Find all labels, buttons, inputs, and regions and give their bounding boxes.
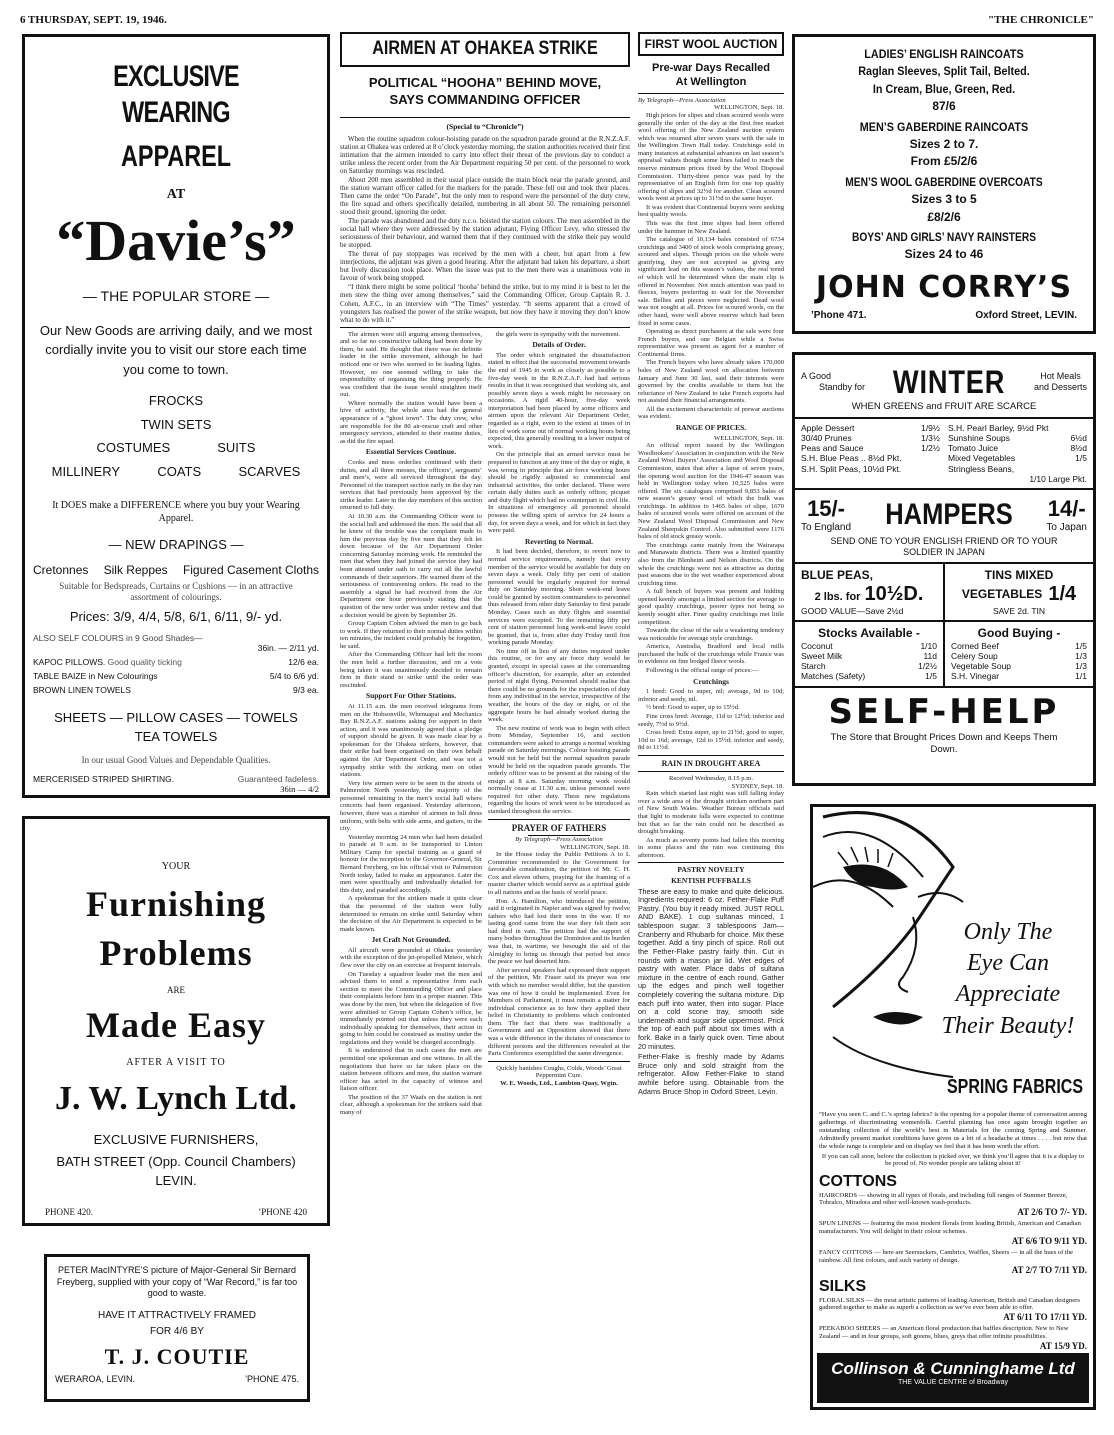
corry-l6: Sizes 2 to 7. bbox=[909, 136, 979, 151]
selfhelp-ad bbox=[792, 352, 1096, 786]
collinson-cottons: COTTONS bbox=[819, 1173, 897, 1191]
wool-range-loc: WELLINGTON, Sept. 18. bbox=[713, 434, 784, 442]
wool-p5: Operating as direct purchasers at the sale were four French buyers, and one Belgian while a Swiss representative was present as agent for a number of Continental firms. bbox=[638, 328, 784, 358]
davie-item-scarves: SCARVES bbox=[238, 463, 301, 479]
selfhelp-left-0: Apple Dessert bbox=[801, 422, 855, 433]
corry-l2: Raglan Sleeves, Split Tail, Belted. bbox=[858, 64, 1030, 79]
davie-ad bbox=[22, 34, 330, 798]
selfhelp-left-list bbox=[801, 423, 940, 484]
airmen-colB-h1: Details of Order. bbox=[532, 340, 586, 350]
selfhelp-stock-3: Matches (Safety) bbox=[801, 671, 866, 682]
selfhelp-buy-2: Vegetable Soup bbox=[951, 661, 1012, 672]
airmen-colB2: The order which originated the dissatisfaction stated in effect that the successful movement towards the end of 1945 to work as closely as possible to a five-day week in the R.N.Z.A.F. had had serious results in that it was recognised that working six, and possibly seven days a week might be necessary on occasions. A rigid 40-hour, five-day week interpretation had been placed by some officers and airmen upon the relevant Air Department Order, regarded as a right, even to the extent at times of in lieu of work some out of normal working hours being expected, this generally resulting in a lower output of work. bbox=[488, 351, 630, 450]
collinson-silks: SILKS bbox=[819, 1278, 867, 1296]
airmen-colB1: the girls were in sympathy with the movement. bbox=[496, 330, 621, 338]
corry-addr: Oxford Street, LEVIN. bbox=[975, 309, 1077, 321]
selfhelp-lbs-price: 10½D. bbox=[864, 583, 924, 606]
rain-received: Received Wednesday, 8.15 p.m. bbox=[668, 775, 754, 783]
airmen-colA11: All aircraft were grounded at Ohakea yesterday with the exception of the jet-propelled Meteor, which flew over the city on an exercise at frequent intervals. bbox=[340, 946, 482, 970]
davie-intro: Our New Goods are arriving daily, and we most cordially invite you to visit our store each time you come to town. bbox=[39, 322, 313, 377]
airmen-colA6: After the Commanding Officer had left the room the men held a further discussion, and on a vote being taken it was unanimously decided to remain firm in their stand to strike until the order was rescinded. bbox=[340, 651, 482, 689]
wool-p13: Following is the official range of prices:— bbox=[646, 667, 759, 675]
airmen-colA9: Yesterday morning 24 men who had been detailed to parade at 9 a.m. to be transported to Linton Military Camp for special training as a guard of honour for the reception to the Governor-General, Sir Bernard Freyberg, on his official visit to Palmerston North today, failed to make an appearance. Later the men were specifically and individually detailed for this duty, and paraded accordingly. bbox=[340, 833, 482, 894]
lynch-made-easy: Made Easy bbox=[86, 1005, 266, 1046]
selfhelp-stock-1: Sweet Milk bbox=[801, 651, 843, 662]
selfhelp-hamper-to1: To England bbox=[801, 522, 852, 534]
wool-p15: ½ bred: Good to super, up to 15½d. bbox=[646, 704, 740, 712]
airmen-colA13: It is understood that in such cases the men are permitted one spokesman and one witness. In all the negotiations that have so far taken place on the station between officers and men, the station warrant officer has acted in the capacity of witness and liaison officer. bbox=[340, 1047, 482, 1093]
selfhelp-buy-0: Corned Beef bbox=[951, 640, 999, 651]
davie-kapoc-desc: Good quality ticking bbox=[107, 657, 182, 668]
airmen-p5: “I think there might be some political ‘hooha’ behind the strike, but to my mind it is best to let the men stew the thing over among themselves,” said the Commanding Officer, Group Captain R. J. Cohen, A.F.C., in an interview with “The Times” yesterday. “It seems apparent that a crowd of youngsters has realised the power of the strike weapon, but now they have it moving they don’t know what to do with it.” bbox=[340, 283, 630, 324]
wool-p2: It was evident that Continental buyers were seeking best quality wools. bbox=[638, 203, 784, 219]
davie-merc-price: 36in — 4/2 bbox=[280, 783, 319, 794]
collinson-c1-price: AT 2/6 TO 7/- YD. bbox=[1017, 1207, 1087, 1218]
collinson-intro: “Have you seen C. and C.’s spring fabrics? is the opening for a popular theme of conversation among gatherings of discriminating womenfolk. Careful planning has once again brought together an outstanding collection of the world’s best in Materials for the coming Spring and Summer. Admittedly present market conditions have given us a bit of a headache at times . . . . but now that the whole range is complete and on display we feel that it has been worth the effort. bbox=[819, 1111, 1087, 1150]
selfhelp-buy-3: S.H. Vinegar bbox=[951, 671, 1000, 682]
davie-difference: It DOES make a DIFFERENCE where you buy your Wearing Apparel. bbox=[52, 500, 300, 525]
coutie-name: T. J. COUTIE bbox=[104, 1344, 250, 1370]
wool-p1: High prices for slipes and clean scoured wools were generally the order of the day at the first free market wool offering of the New Zealand auction system which was resumed after seven years with the sale in the Wellington Town Hall today. Crutchings sold in many instances at substantial advances on last season’s appraisal values though some lines failed to reach the reserve minimum prices fixed by the Wool Disposal Commission. Thirty-three pence was paid by the representative of an English firm for one top quality offering of slipes and 32½d for another. Clean scoured wools went at prices up to 31½d to the same buyer. bbox=[638, 111, 784, 203]
davie-fabric-cretonnes: Cretonnes bbox=[33, 563, 89, 578]
coutie-phone: ’PHONE 475. bbox=[244, 1374, 299, 1385]
collinson-script3: Appreciate bbox=[955, 981, 1061, 1008]
corry-l3: In Cream, Blue, Green, Red. bbox=[872, 81, 1016, 96]
selfhelp-hampers: HAMPERS bbox=[884, 498, 1013, 532]
airmen-colA2: Where normally the station would have been a hive of activity, the whole area had the general appearance of a “ghost town”. The duty crew, who are responsible for the 80 air-rescue craft and other emergency services, attended to their routine duties, as did the fire squad. bbox=[340, 399, 482, 445]
wool-sub2: At Wellington bbox=[675, 75, 747, 88]
selfhelp-buy-0-price: 1/5 bbox=[1075, 640, 1087, 651]
wool-p17: Cross bred: Extra super, up to 21½d; good to super, 10d to 16d; average, 12d to 15½d; inferior and seedy, 8d to 11½d. bbox=[638, 729, 784, 752]
rain-p1: Rain which started last night was still falling today over a wide area of the drought stricken northern part of New South Wales. Weather Bureau officials said that light to moderate falls were expected to continue but that so far the rain could not be described as drought breaking. bbox=[638, 790, 784, 836]
corry-phone: ’Phone 471. bbox=[811, 309, 867, 321]
selfhelp-scarce: WHEN GREENS and FRUIT ARE SCARCE bbox=[851, 401, 1037, 413]
selfhelp-left-3: S.H. Blue Peas .. 8½d Pkt. bbox=[801, 453, 902, 464]
davie-usual: In our usual Good Values and Dependable Qualities. bbox=[81, 754, 271, 765]
selfhelp-hamper-to2: To Japan bbox=[1046, 522, 1087, 534]
collinson-c1: HAIRCORDS — showing in all types of florals, and including full ranges of Summer Breeze, Tobralco, Miradora and other well-known wash-products. bbox=[819, 1191, 1068, 1207]
collinson-script4: Their Beauty! bbox=[941, 1012, 1075, 1039]
airmen-colA-h1: Essential Services Continue. bbox=[365, 447, 457, 457]
airmen-colB-h2: Reverting to Normal. bbox=[524, 536, 594, 546]
airmen-colA-h2: Support For Other Stations. bbox=[365, 691, 457, 701]
collinson-spring: SPRING FABRICS bbox=[946, 1076, 1083, 1098]
davie-kapoc-price: 12/6 ea. bbox=[288, 657, 319, 668]
davie-item-suits: SUITS bbox=[217, 440, 256, 456]
davie-fabric-silk: Silk Reppes bbox=[103, 563, 168, 578]
selfhelp-right-1-price: 6½d bbox=[1070, 432, 1087, 443]
lynch-name: J. W. Lynch Ltd. bbox=[55, 1080, 297, 1118]
selfhelp-stock-2-price: 1/2½ bbox=[918, 661, 937, 672]
selfhelp-right-5-price: 1/10 Large Pkt. bbox=[1029, 473, 1087, 484]
collinson-c3: FANCY COTTONS — here are Seersuckers, Cambrics, Waffles, Sheers — in all the hues of the rainbow. All first colours, and such variety of design. bbox=[819, 1248, 1074, 1264]
airmen-colA12: On Tuesday a squadron leader met the men and advised them to send a representative from each section to meet the Commanding Officer and place their complaints before him in a proper manner. This was done by the men, but when the delegation of five were admitted to Group Captain Cohen’s office, he immediately pointed out that unless they were each individually speaking for themselves, their action in going to him could be construed as mutiny under the regulations and they would be charged accordingly. bbox=[340, 970, 482, 1046]
collinson-script1: Only The bbox=[963, 919, 1053, 945]
davie-baize-price: 5/4 to 6/6 yd. bbox=[269, 671, 319, 682]
header-date: 6 THURSDAY, SEPT. 19, 1946. bbox=[20, 14, 167, 26]
wool-p4: The catalogue of 10,134 bales consisted of 6734 crutchings and 3400 of stock wools comprising greasy, scoured and slipes. Though prices on the whole were gratifying, they are not accepted as giving any significant lead on this season’s values, the real trend of which will be determined when the main clip is offered in November. Not much attention was paid to fleeces, buyers preferring to wait for the November sale. Bellies and pieces were neglected. Dead wool was not sought at all. Prices for scoured wools, on the other hand, were well above reserve which had been fixed in some cases. bbox=[638, 236, 784, 327]
selfhelp-left-0-price: 1/9½ bbox=[921, 422, 940, 433]
pastry-headline: PASTRY NOVELTY bbox=[677, 865, 745, 875]
selfhelp-stocks: Stocks Available - bbox=[818, 626, 920, 641]
davie-towels: BROWN LINEN TOWELS bbox=[33, 685, 131, 696]
selfhelp-name: SELF-HELP bbox=[828, 691, 1060, 732]
selfhelp-buy-1-price: 1/3 bbox=[1075, 651, 1087, 662]
corry-ad bbox=[792, 34, 1096, 334]
prayer-p1: In the House today the Public Petitions A to L Committee recommended to the Government for favourable consideration, the petition of Mr. C. H. Cox and eleven others, praying for the framing of a master charter which would serve as a spiritual guide to all nations and as the basis of world peace. bbox=[488, 851, 630, 896]
davie-sheets: SHEETS — PILLOW CASES — TOWELS bbox=[54, 709, 298, 725]
corry-l5: MEN’S GABERDINE RAINCOATS bbox=[859, 119, 1029, 134]
collinson-c2-price: AT 6/6 TO 9/11 YD. bbox=[1011, 1235, 1087, 1246]
selfhelp-left-2-price: 1/2½ bbox=[921, 443, 940, 454]
prayer-headline: PRAYER OF FATHERS bbox=[511, 822, 607, 833]
wool-p16: Fine cross bred: Average, 11d to 12½d; inferior and seedy, 7½d to 9½d. bbox=[638, 712, 784, 728]
corry-l7: From £5/2/6 bbox=[910, 154, 978, 169]
selfhelp-veg-price: 1/4 bbox=[1048, 583, 1077, 606]
davie-item-costumes: COSTUMES bbox=[96, 440, 171, 456]
wool-headline: FIRST WOOL AUCTION bbox=[644, 37, 778, 51]
airmen-colA5: Group Captain Cohen advised the men to go back to work. If they returned to their normal duties within ten minutes, the incident could probably be forgotten, he said. bbox=[340, 620, 482, 650]
davie-at: AT bbox=[166, 187, 186, 202]
wool-p7: All the excitement characteristic of prewar auctions was evident. bbox=[638, 405, 784, 421]
airmen-colA1: The airmen were still arguing among themselves, and so far no constructive talking had been done by them, he said. He thought that there was no definite leader in the strike movement, although he had noticed one or two who seemed to be leading lights. However, no one seemed willing to take the responsibility of organising the thing properly. He was confident that the issue would straighten itself out. bbox=[340, 330, 482, 399]
selfhelp-hamper-price1: 15/- bbox=[807, 495, 845, 521]
lynch-are: ARE bbox=[167, 985, 185, 996]
airmen-colA7: At 11.15 a.m. the men received telegrams from men on the Hobsonville, Whenuapai and Mechanics Bay R.N.Z.A.F. stations asking for support in their action, and it was unanimously agreed that a pledge of support should be given. It was made clear by a spokesman for the Ohakea strikers, however, that their strike had been organised on their own behalf against the Air Department Order, and was not a sympathy strike with the striking men on other stations. bbox=[340, 702, 482, 779]
selfhelp-right-3-price: 1/5 bbox=[1075, 453, 1087, 464]
rain-loc: SYDNEY, Sept. 18. bbox=[731, 782, 784, 790]
selfhelp-buying: Good Buying - bbox=[977, 626, 1061, 641]
selfhelp-right-0: S.H. Pearl Barley, 9½d Pkt bbox=[948, 422, 1049, 433]
davie-store: — THE POPULAR STORE — bbox=[82, 287, 270, 304]
wool-p10: A full bench of buyers was present and bidding opened keenly amongst a limited section for average to good quality crutchings, poorer types not being so keenly sought after. Finer quality crutchings met little competition. bbox=[638, 588, 784, 626]
selfhelp-buy-2-price: 1/3 bbox=[1075, 661, 1087, 672]
lynch-phone2: ’PHONE 420 bbox=[258, 1206, 307, 1217]
selfhelp-buy-1: Celery Soup bbox=[951, 651, 998, 662]
selfhelp-right-3: Mixed Vegetables bbox=[948, 453, 1016, 464]
wool-p9: The crutchings came mainly from the Wairarapa and Manawatu districts. There was a limited quantity also from the Blenheim and Nelson districts. On the whole the crutchings were not as attractive as during past seasons due to the wet weather experienced about crutching time. bbox=[638, 541, 784, 587]
davie-prices: Prices: 3/9, 4/4, 5/8, 6/1, 6/11, 9/- yd. bbox=[69, 609, 283, 625]
selfhelp-bluepeas: BLUE PEAS, bbox=[801, 567, 874, 582]
collinson-logo bbox=[817, 1353, 1089, 1403]
wool-article bbox=[638, 32, 784, 1427]
collinson-ad bbox=[810, 804, 1096, 1410]
prayer-by: By Telegraph—Press Association bbox=[515, 835, 603, 843]
pastry-recipe: These are easy to make and quite delicious. Ingredients required: 6 oz. Fether-Flake Puff Pastry. (You buy it ready mixed. JUST ROLL AND BAKE). 1 cup sultanas minced, 1 tablespoon sugar. 3 tablespoons Jam—Cranberry and Rhubarb for choice. Mix these together. Add a tiny pinch of spice. Roll out the Fether-Flake pastry fairly thin. Cut in rounds with a mason jar lid. Wet edges of pastry with water. Place dabs of sultana mixture in the centre of each round. Gather up the edges and pinch well together completely covering the sultana mixture. Dip each puff into water, then into sugar. Place on a cold scone tray, smooth side underneath and sugar side uppermost. Prick the top of each puff about six times with a fork. Bake in a fairly quick oven. Time about 20 minutes. bbox=[638, 886, 784, 1051]
corry-name: JOHN CORRY’S bbox=[815, 269, 1073, 305]
selfhelp-send: SEND ONE TO YOUR ENGLISH FRIEND OR TO YOUR SOLDIER IN JAPAN bbox=[830, 536, 1058, 558]
rain-headline: RAIN IN DROUGHT AREA bbox=[661, 758, 761, 768]
selfhelp-right-list bbox=[948, 423, 1087, 484]
corry-l8: MEN’S WOOL GABERDINE OVERCOATS bbox=[845, 174, 1043, 189]
davie-item-millinery: MILLINERY bbox=[51, 463, 121, 479]
corry-l4: 87/6 bbox=[932, 99, 956, 114]
airmen-article bbox=[340, 32, 630, 1427]
lynch-problems: Problems bbox=[99, 933, 253, 974]
lynch-bath: BATH STREET (Opp. Council Chambers) bbox=[56, 1153, 296, 1169]
wool-p3: This was the first time slipes had been offered under the hammer in New Zealand. bbox=[638, 220, 784, 235]
page-header bbox=[20, 14, 1094, 28]
selfhelp-left-2: Peas and Sauce bbox=[801, 443, 864, 454]
coutie-framed: HAVE IT ATTRACTIVELY FRAMED bbox=[98, 1310, 256, 1322]
wool-by: By Telegraph—Press Association bbox=[638, 96, 726, 104]
prayer-p2: Hon. A. Hamilton, who introduced the petition, said it originated in Napier and was signed by twelve fathers who had lost their sons in the war. If no lasting good came from the war they felt their son had died in vain. The petition had the support of many bodies throughout the Dominion and its burden was that, in wartime, we besought the aid of the Almighty to bring us through that period but since the peace we had deserted him. bbox=[488, 897, 630, 966]
selfhelp-lbs: 2 lbs. for bbox=[814, 591, 861, 604]
collinson-c2: SPUN LINENS — featuring the most modern florals from leading British, American and Canadian manufacturers. You will delight in their colour schemes. bbox=[819, 1220, 1081, 1236]
davie-name: “Davie’s” bbox=[56, 207, 296, 273]
collinson-s2-price: AT 15/9 YD. bbox=[1039, 1340, 1087, 1351]
selfhelp-hamper-price2: 14/- bbox=[1047, 495, 1086, 521]
selfhelp-right-2: Tomato Juice bbox=[948, 443, 999, 454]
lynch-exclusive: EXCLUSIVE FURNISHERS, bbox=[93, 1132, 259, 1148]
airmen-colB6: The new routine of work was to begin with effect from Monday, September 16, and section commanders were asked to arrange a normal working parade on Saturday mornings. Colour hoisting parade would not be held but the normal squadron parade would be held on the squadron parade grounds. The orderly officer was to be present at the raising of the ensign at 8 a.m. Saturday morning work would normally cease at 11.30 a.m. unless personnel were required for other duty. These new regulations regarding the hours of work were to be introduced as standard throughout the service. bbox=[488, 724, 630, 816]
selfhelp-tins: TINS MIXED bbox=[984, 567, 1054, 582]
collinson-intro2: If you can call soon, before the collection is picked over, we think you’ll agree that it is a display to be proud of. No wonder people are talking about it! bbox=[821, 1152, 1085, 1168]
davie-towels-price: 9/3 ea. bbox=[293, 685, 319, 696]
davie-item-coats: COATS bbox=[157, 463, 202, 479]
lynch-after: AFTER A VISIT TO bbox=[126, 1057, 226, 1069]
airmen-colB3: On the principle that an armed service must be prepared to function at any time of the day or night, it was wrong in principle that air force working hours should be rigidly adjusted to commercial and industrial activities, the order declared. There were certain daily duties such as orderly officer, picquet and duty flight which had no counterpart in civil life. In situations of emergency all personnel should possess the willing spirit of service for 24 hours a day, for seven days a week, and for which in fact they were paid. bbox=[488, 451, 630, 535]
selfhelp-hot: Hot Meals bbox=[1040, 370, 1081, 381]
collinson-tag: THE VALUE CENTRE of Broadway bbox=[898, 1379, 1008, 1387]
selfhelp-stock-2: Starch bbox=[801, 661, 826, 672]
selfhelp-save: SAVE 2d. TIN bbox=[992, 606, 1046, 617]
airmen-p1: When the routine squadron colour-hoisting parade on the squadron parade ground at the R.N.Z.A.F. station at Ohakea was ordered at 8 o’clock yesterday morning, the station authorities received their first intimation that the airmen intended to carry into effect their threat of the previous day to conduct a strike unless the recent order from the Air Department requiring 50 per cent. of the personnel to work on Saturday mornings was rescinded. bbox=[340, 134, 630, 175]
davie-title2: APPAREL bbox=[120, 140, 232, 173]
selfhelp-winter: WINTER bbox=[893, 364, 1006, 400]
wool-p14: 1 bred: Good to super, nil; average, 9d to 10d; inferior and seedy, nil. bbox=[638, 688, 784, 703]
woods-ad-address: W. E. Woods, Ltd., Lambton Quay, Wgtn. bbox=[500, 1079, 618, 1087]
prayer-loc: WELLINGTON, Sept. 18. bbox=[559, 843, 630, 851]
selfhelp-stock-0-price: 1/10 bbox=[920, 640, 937, 651]
airmen-headline: AIRMEN AT OHAKEA STRIKE bbox=[372, 38, 598, 59]
wool-range-head: RANGE OF PRICES. bbox=[675, 423, 747, 433]
corry-l12: Sizes 24 to 46 bbox=[904, 247, 984, 262]
corry-l11: BOYS’ AND GIRLS’ NAVY RAINSTERS bbox=[851, 229, 1036, 244]
airmen-p4: The threat of pay stoppages was received by the men with a cheer, but apart from a few interjections, the adjutant was given a good hearing. After the adjutant had taken his departure, a short but lively discussion took place. When the issue was put to the men there was a unanimous vote in favour of work being stopped. bbox=[340, 250, 630, 283]
davie-drapings: — NEW DRAPINGS — bbox=[108, 537, 244, 553]
davie-mercerised: MERCERISED STRIPED SHIRTING. bbox=[33, 773, 175, 784]
corry-l9: Sizes 3 to 5 bbox=[911, 192, 977, 207]
selfhelp-right-1: Sunshine Soups bbox=[948, 432, 1010, 443]
airmen-colA10: A spokesman for the strikers made it quite clear that the personnel of the station were fully determined to remain on strike until Saturday when the decision of the Air Department is expected to be made known. bbox=[340, 895, 482, 933]
pastry-sub: KENTISH PUFFBALLS bbox=[671, 876, 751, 886]
selfhelp-veg: VEGETABLES bbox=[961, 587, 1043, 602]
collinson-c3-price: AT 2/7 TO 7/11 YD. bbox=[1011, 1264, 1087, 1275]
davie-self-price: 36in. — 2/11 yd. bbox=[257, 642, 319, 653]
selfhelp-tag: The Store that Brought Prices Down and Keeps Them Down. bbox=[830, 732, 1058, 755]
selfhelp-left-1-price: 1/3½ bbox=[921, 432, 940, 443]
airmen-colB4: It had been decided, therefore, to revert now to normal service requirements, namely that every member of the service would be available for duty on seven days a week. Only fifty per cent of station personnel would be regularly required for normal duty on Saturday morning. Short week-end leave could be granted by section commanders to personnel thus released from other duty Saturday to first parade Monday. Cases such as duty flights and essential services were excepted. To the remaining fifty per cent of station personnel long week-end leave could be granted, that is, from after duty Friday until first working parade Monday. bbox=[488, 548, 630, 647]
coutie-price: FOR 4/6 BY bbox=[150, 1326, 204, 1338]
rain-p2: As much as seventy points had fallen this morning in some places and the rain was continuing this afternoon. bbox=[638, 836, 784, 859]
davie-item-frocks: FROCKS bbox=[148, 393, 204, 409]
lynch-furnishing: Furnishing bbox=[85, 884, 267, 924]
selfhelp-standby: Standby for bbox=[819, 382, 866, 393]
airmen-p3: The parade was abandoned and the duty n.c.o. hoisted the station colours. The men assembled in the social hall where they were addressed by the station adjutant, Flying Officer Levy, who stressed the seriousness of their behaviour, and warned them that if they continued with the strike their pay would be stopped. bbox=[340, 217, 630, 250]
lynch-ad bbox=[22, 816, 330, 1226]
prayer-p3: After several speakers had expressed their support of the petition, Mr. Fraser said its prayer was one with which no member would differ, but the question was one of how it could be implemented. Even for Members of Parliament, it must remain a matter for individual conscience as to how they applied their belief in Christianity to problems which confronted them. The fact that there was traditionally a Government and an Opposition showed that there was a wide difference in the dictates of conscience to different persons and the differences revealed at the Paris Conference exemplified the same divergence. bbox=[488, 966, 630, 1058]
collinson-script2: Eye Can bbox=[967, 950, 1049, 977]
airmen-colB5: No time off in lieu of any duties required under this routine, or for any air force duty would be granted, except in special cases at the commanding officer’s discretion, for example, after an extended period of night flying. Personnel should realise that there could be no grounds for the expectation of duty from any individual in the service, irrespective of the weather, the hours of the day or night, or of the aggregate hours he had already worked during the week. bbox=[488, 647, 630, 724]
airmen-colA3: Cooks and mess orderlies continued with their duties, and all three messes, the officers’, sergeants’ and men’s, were all serviced throughout the day. Personnel of the transport section early in the day ran services that had previously been approved by the strike leader. Later in the day members of this section returned to full duty. bbox=[340, 458, 482, 512]
collinson-s1-price: AT 6/11 TO 17/11 YD. bbox=[1003, 1312, 1087, 1323]
coutie-line1: PETER MacINTYRE’S picture of Major-General Sir Bernard Freyberg, supplied with your copy of “War Record,” is far too good to waste. bbox=[56, 1265, 298, 1299]
davie-title1: EXCLUSIVE WEARING bbox=[113, 60, 239, 129]
davie-kapoc: KAPOC PILLOWS. bbox=[33, 657, 106, 668]
davie-baize: TABLE BAIZE in New Colourings bbox=[33, 671, 158, 682]
wool-sub1: Pre-war Days Recalled bbox=[651, 62, 770, 75]
coutie-ad bbox=[44, 1254, 310, 1402]
selfhelp-desserts: and Desserts bbox=[1033, 382, 1087, 393]
selfhelp-stock-1-price: 11d bbox=[923, 651, 937, 662]
wool-crutch-head: Crutchings bbox=[693, 676, 729, 686]
selfhelp-stock-0: Coconut bbox=[801, 640, 833, 651]
lynch-your: YOUR bbox=[161, 861, 191, 872]
davie-fabric-casement: Figured Casement Cloths bbox=[182, 563, 319, 578]
coutie-addr: WERAROA, LEVIN. bbox=[55, 1374, 136, 1385]
selfhelp-goodvalue: GOOD VALUE—Save 2½d bbox=[801, 606, 904, 617]
airmen-colA-h3: Jet Craft Not Grounded. bbox=[371, 935, 451, 945]
lynch-phone1: PHONE 420. bbox=[45, 1206, 94, 1217]
wool-p12: America, Australia, Bradford and local mills purchased the bulk of the crutchings while France was in evidence on fine bodged fleece wools. bbox=[638, 643, 784, 666]
selfhelp-left-4: S.H. Split Peas, 10½d Pkt. bbox=[801, 463, 902, 474]
davie-self-colours: ALSO SELF COLOURS in 9 Good Shades— bbox=[33, 632, 203, 643]
davie-merc-desc: Guaranteed fadeless. bbox=[237, 773, 319, 784]
collinson-s2: PEEKABOO SHEERS — an American floral production that baffles description. New to New Zealand — and in four groups, soft greens, blues, greys that offer infinite possibilities. bbox=[819, 1325, 1069, 1341]
wool-p11: Towards the close of the sale a weakening tendency was noticeable for average style crutchings. bbox=[638, 627, 784, 642]
wool-p8: An official report issued by the Wellington Woolbrokers’ Association in conjunction with the New Zealand Wool Buyers’ Association and Wool Disposal Commission, states that after a lapse of seven years, the opening wool auction for the 1946-47 season was held in Wellington today when 10,525 bales were offered. The six catalogues comprised 9,853 bales of new season’s greasy wool of which the bulk was crutchings. In addition to 1465 bales of slipe, 1670 bales of scoured wools were offered on account of the New Zealand Wool Disposal Commission and New Zealand Sheepskin Control. Also submitted were 1176 bales of old stock greasy wools. bbox=[638, 442, 784, 541]
airmen-colA14: The position of the 37 Waafs on the station is not clear, although a spokesman for the strikers said that many of bbox=[340, 1093, 482, 1117]
airmen-colA4: At 10.30 a.m. the Commanding Officer went to the social hall and addressed the men. He said that all he knew of the trouble was the complaint made to him the previous day by five men that they felt let down because of the Air Department Order concerning Saturday morning work. He reminded the men that when they had joined the service they had been attested under oath to carry out all the lawful commands of their superiors. He warned them of the seriousness of contravening orders. He read to the assembly a signal he had received from the Air Department one hour previously stating that the question of the new order was under review and that a decision would be given by September 26. bbox=[340, 513, 482, 619]
selfhelp-left-1: 30/40 Prunes bbox=[801, 432, 852, 443]
wool-loc: WELLINGTON, Sept. 18. bbox=[713, 104, 784, 112]
corry-l1: LADIES’ ENGLISH RAINCOATS bbox=[864, 47, 1024, 61]
airmen-colA8: Very few airmen were to be seen in the streets of Palmerston North yesterday, the majority of the personnel remaining in the men’s social hall where concerts had been organised. Yesterday afternoon, however, there was a number of airmen in full dress uniform, with belts with side arms, and gaiters, in the city. bbox=[340, 779, 482, 833]
davie-suitable: Suitable for Bedspreads, Curtains or Cushions — in an attractive assortment of colourings. bbox=[59, 581, 293, 603]
davie-tea: TEA TOWELS bbox=[134, 729, 218, 745]
wool-p6: The French buyers who have already taken 170,000 bales of New Zealand wool on allocation between January and June 30 last, said their interests were governed by the credits available to them but the reluctance of New Zealand to take French exports had not assisted their financial arrangements. bbox=[638, 359, 784, 405]
collinson-name: Collinson & Cunninghame Ltd bbox=[831, 1359, 1075, 1378]
corry-l10: £8/2/6 bbox=[927, 209, 961, 224]
selfhelp-buy-3-price: 1/1 bbox=[1075, 671, 1087, 682]
collinson-s1: FLORAL SILKS — the most artistic patterns of leading American, British and Canadian designers gathered together to make as superb a collection as we’ve ever been able to offer. bbox=[819, 1296, 1080, 1312]
airmen-subhead: POLITICAL “HOOHA” BEHIND MOVE, SAYS COMMANDING OFFICER bbox=[368, 74, 602, 107]
pastry-footer: Fether-Flake is freshly made by Adams Bruce only and sold straight from the refrigerator. Allow Fether-Flake to stand awhile before using. Obtainable from the Adams Bruce Shop in Oxford Street, Levin. bbox=[638, 1052, 784, 1096]
airmen-special: (Special to “Chronicle”) bbox=[446, 121, 524, 131]
lynch-levin: LEVIN. bbox=[155, 1173, 197, 1189]
selfhelp-good: A Good bbox=[801, 370, 832, 381]
header-paper: "THE CHRONICLE" bbox=[987, 14, 1094, 26]
woods-ad: Quickly banishes Coughs, Colds, Woods’ Great Peppermint Cure. bbox=[496, 1064, 622, 1080]
airmen-p2: About 200 men assembled in their usual place outside the main block near the parade ground, and the station warrant officer called for the markers for the parade. These fell out and took their places. Then came the order “On Parade”, but the only men to respond were the personnel of the duty crew, the fire squad and others specifically detailed, numbering in all about 50. The remaining personnel stood their ground, ignoring the order. bbox=[340, 175, 630, 216]
selfhelp-right-4: Stringless Beans, bbox=[948, 463, 1015, 474]
selfhelp-stock-3-price: 1/5 bbox=[925, 671, 937, 682]
davie-item-twinsets: TWIN SETS bbox=[140, 416, 212, 432]
selfhelp-right-2-price: 8½d bbox=[1070, 443, 1087, 454]
